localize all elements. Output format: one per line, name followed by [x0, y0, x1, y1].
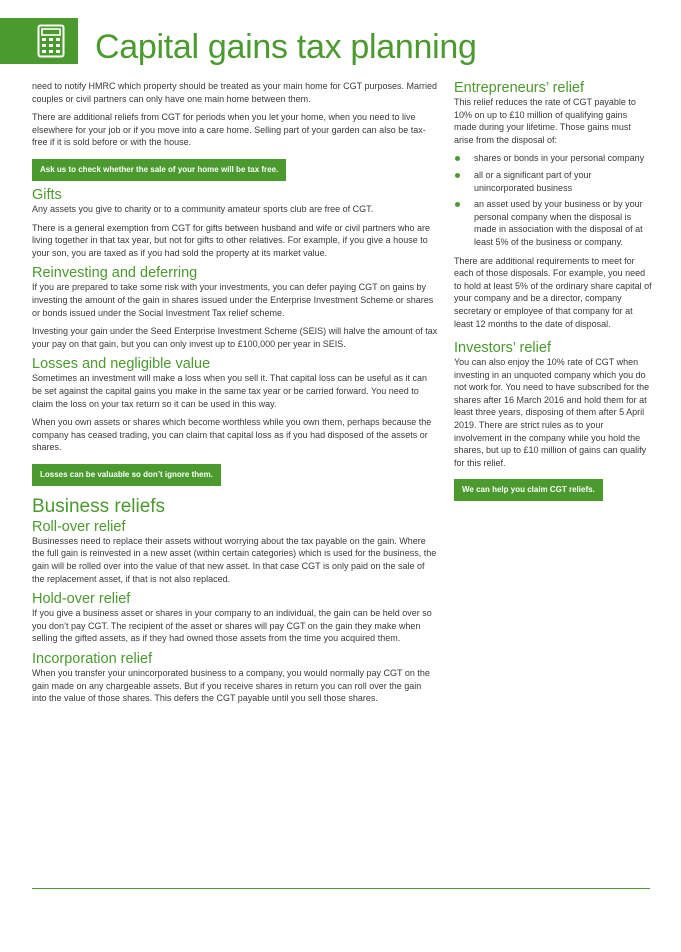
cgt-reliefs-cta-button[interactable]: We can help you claim CGT reliefs. — [454, 479, 603, 501]
header-icon-box — [0, 18, 78, 64]
gifts-paragraph-1: Any assets you give to charity or to a community amateur sports club are free of CGT. — [32, 203, 374, 214]
entrepreneurs-paragraph-2: There are additional requirements to meet for each of those disposals. For example, you need to hold at least 5% of the ordinary share capital of your company and be a director, company secretary or employee of that company for at least 12 months to the date of disposal. — [454, 255, 652, 329]
home-sale-cta-button[interactable]: Ask us to check whether the sale of your home will be tax free. — [32, 159, 286, 181]
gifts-heading: Gifts — [32, 186, 62, 203]
calculator-icon — [37, 24, 65, 58]
entrepreneurs-paragraph-1: This relief reduces the rate of CGT payable to 10% on up to £10 million of qualifying gains made during your lifetime. Those gains must arise from the disposal of: — [454, 97, 636, 145]
business-reliefs-heading: Business reliefs — [32, 495, 166, 517]
rollover-heading: Roll-over relief — [32, 518, 126, 535]
gifts-paragraph-2: There is a general exemption from CGT for gifts between husband and wife or civil partners who are living together in that tax year, but not for gifts to other relatives. For example, if you give a house to your son, you are taxed as if you had sold the property at its market value. — [32, 222, 431, 258]
intro-paragraph-1: need to notify HMRC which property should be treated as your main home for CGT purposes. Married couples or civil partners can only have one main home between them. — [32, 81, 438, 104]
holdover-heading: Hold-over relief — [32, 591, 131, 608]
losses-paragraph-1: Sometimes an investment will make a loss when you sell it. That capital loss can be useful as it can be set against the capital gains you make in the same tax year or be carried forward. You need to claim the loss on your tax return so it can be used in this way. — [32, 373, 428, 409]
disposal-list — [454, 152, 652, 248]
list-item: shares or bonds in your personal company — [454, 152, 652, 165]
list-item: all or a significant part of your unincorporated business — [454, 169, 652, 194]
losses-heading: Losses and negligible value — [32, 356, 211, 373]
investors-heading: Investors’ relief — [454, 340, 551, 357]
incorporation-heading: Incorporation relief — [32, 651, 153, 668]
losses-paragraph-2: When you own assets or shares which become worthless while you own them, perhaps because the company has ceased trading, you can claim that capital loss as if you had disposed of the assets or shares. — [32, 417, 432, 453]
left-column — [32, 80, 438, 711]
investors-paragraph: You can also enjoy the 10% rate of CGT when investing in an unquoted company which you do not work for. You need to have subscribed for the shares after 16 March 2016 and hold them for at least three years, disposing of them after 5 April 2019. There are strict rules as to your involvement in the company while you hold the shares, but up to £10 million of gains can qualify for this relief. — [454, 357, 650, 468]
page-title: Capital gains tax planning — [95, 28, 477, 66]
rollover-paragraph: Businesses need to replace their assets without worrying about the tax payable on the gain. Where the full gain is reinvested in a new asset (within certain categories) which is used for the business, the gain will be rolled over into the value of that new asset. In that case CGT is only paid on the sale of the replacement asset, if that is not also replaced. — [32, 535, 437, 584]
list-item: an asset used by your business or by your personal company when the disposal is made in association with the disposal of at least 5% of the business or company. — [454, 198, 652, 248]
right-column — [454, 80, 652, 505]
holdover-paragraph: If you give a business asset or shares in your company to an individual, the gain can be held over so you don’t pay CGT. The recipient of the asset or shares will pay CGT on the gain they make when selling the gifted assets, as if they had owned those assets from the time you acquired them. — [32, 608, 432, 644]
entrepreneurs-heading: Entrepreneurs’ relief — [454, 80, 585, 96]
reinvesting-paragraph-2: Investing your gain under the Seed Enterprise Investment Scheme (SEIS) will halve the amount of tax your pay on that gain, but you can only invest up to £100,000 per year in SEIS. — [32, 326, 438, 349]
reinvesting-heading: Reinvesting and deferring — [32, 265, 198, 282]
reinvesting-paragraph-1: If you are prepared to take some risk with your investments, you can defer paying CGT on gains by investing the amount of the gain in shares issued under the Enterprise Investment Scheme or shares or bonds issued under the Social Investment Tax relief scheme. — [32, 282, 434, 318]
losses-cta-button[interactable]: Losses can be valuable so don’t ignore them. — [32, 464, 221, 486]
incorporation-paragraph: When you transfer your unincorporated business to a company, you would normally pay CGT on the gain made on any chargeable assets. But if you receive shares in return you can roll over the gain into the value of those shares. This defers the CGT payable until you sell those shares. — [32, 668, 430, 704]
intro-paragraph-2: There are additional reliefs from CGT for periods when you let your home, when you need to live elsewhere for your job or if you move into a care home. Selling part of your garden can also be tax-free if it is sold before or with the house. — [32, 112, 426, 148]
footer-divider — [32, 888, 650, 889]
